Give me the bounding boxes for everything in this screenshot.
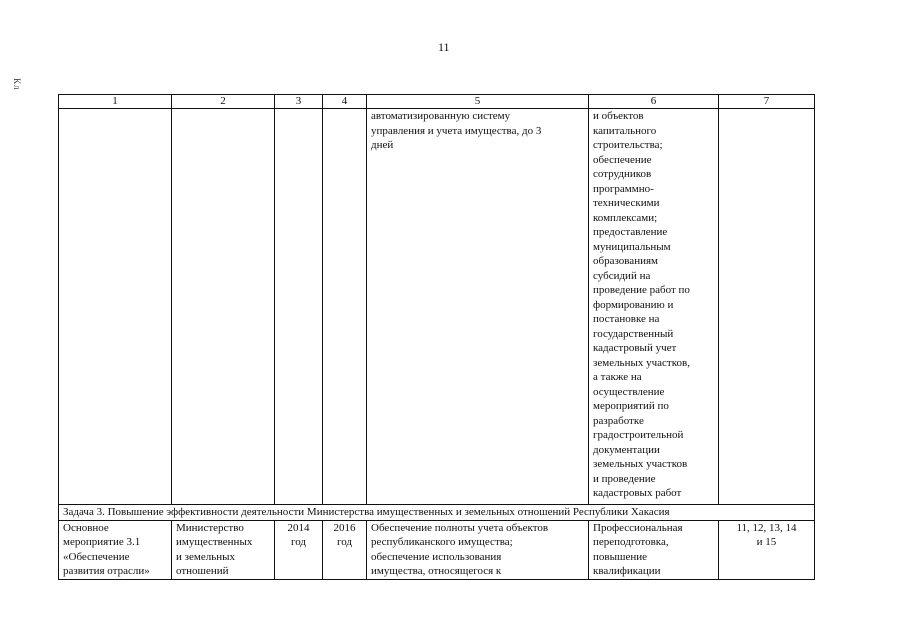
row3-col2-cell (172, 520, 275, 579)
row1-col2-cell (172, 109, 275, 505)
cell-text-line: и объектов (593, 110, 644, 122)
cell-text-line: Основное (63, 521, 109, 534)
cell-text-line: государственный (593, 327, 674, 340)
cell-text-line: комплексами; (593, 211, 658, 224)
cell-text-line: год (336, 536, 353, 548)
cell-text-line: «Обеспечение (63, 550, 130, 563)
cell-text-line: сотрудников (593, 168, 652, 180)
cell-text-line: управления и учета имущества, до 3 (371, 124, 542, 137)
cell-text-line: капитального (593, 124, 657, 137)
cell-text-line: дней (371, 139, 394, 151)
cell-text-line: предоставление (593, 226, 668, 238)
cell-text-line: обеспечение (593, 153, 652, 166)
header-cell: 7 (719, 95, 815, 109)
cell-text-line: постановке на (593, 313, 660, 325)
cell-text-line: муниципальным (593, 240, 671, 253)
row3-col3-cell (275, 520, 323, 579)
table-row (59, 109, 815, 505)
cell-text-line: и земельных (176, 550, 235, 563)
row1-col1-cell (59, 109, 172, 505)
cell-text-line: 2016 (333, 521, 356, 534)
cell-text-line: мероприятий по (593, 400, 669, 412)
row3-col7-cell (719, 520, 815, 579)
cell-text-line: переподготовка, (593, 536, 669, 548)
cell-text-line: повышение (593, 550, 647, 563)
cell-text-line: отношений (176, 565, 229, 577)
row3-col6-cell (589, 520, 719, 579)
cell-text-line: квалификации (593, 565, 661, 577)
cell-text-line: имущественных (176, 536, 253, 548)
table-row (59, 520, 815, 579)
side-margin-mark: Кл (12, 78, 22, 91)
row1-col3-cell (275, 109, 323, 505)
header-cell: 4 (323, 95, 367, 109)
row3-col5-cell (367, 520, 589, 579)
row3-col4-cell (323, 520, 367, 579)
cell-text-line: и 15 (756, 536, 777, 548)
cell-text-line: образованиям (593, 255, 658, 267)
cell-text-line: проведение работ по (593, 284, 690, 296)
cell-text-line: Министерство (176, 521, 244, 534)
header-cell: 3 (275, 95, 323, 109)
program-table (58, 94, 815, 580)
cell-text-line: субсидий на (593, 269, 651, 282)
header-cell: 2 (172, 95, 275, 109)
header-cell: 1 (59, 95, 172, 109)
cell-text-line: земельных участков (593, 458, 688, 470)
cell-text-line: 11, 12, 13, 14 (736, 521, 797, 534)
cell-text-line: строительства; (593, 139, 663, 151)
cell-text-line: развития отрасли» (63, 565, 150, 577)
task-3-heading: Задача 3. Повышение эффективности деятельности Министерства имущественных и земельных отношений Республики Хакасия (59, 505, 815, 521)
task-row (59, 505, 815, 521)
cell-text-line: имущества, относящегося к (371, 565, 502, 577)
cell-text-line: документации (593, 443, 660, 456)
cell-text-line: и проведение (593, 472, 656, 485)
row1-col7-cell (719, 109, 815, 505)
header-cell: 5 (367, 95, 589, 109)
cell-text-line: кадастровых работ (593, 487, 682, 499)
cell-text-line: формированию и (593, 298, 674, 311)
cell-text-line: республиканского имущества; (371, 536, 513, 548)
cell-text-line: год (290, 536, 307, 548)
row3-col1-cell (59, 520, 172, 579)
cell-text-line: автоматизированную систему (371, 110, 511, 122)
cell-text-line: земельных участков, (593, 356, 690, 369)
cell-text-line: программно- (593, 182, 654, 195)
table-header-row (59, 95, 815, 109)
row1-col4-cell (323, 109, 367, 505)
cell-text-line: разработке (593, 414, 644, 427)
cell-text-line: Обеспечение полноты учета объектов (371, 521, 549, 534)
row1-col6-cell (589, 109, 719, 505)
cell-text-line: мероприятие 3.1 (63, 536, 141, 548)
cell-text-line: 2014 (287, 521, 310, 534)
cell-text-line: осуществление (593, 385, 665, 398)
cell-text-line: техническими (593, 197, 660, 209)
page-number: 11 (438, 40, 450, 54)
row1-col5-cell (367, 109, 589, 505)
cell-text-line: Профессиональная (593, 521, 683, 534)
cell-text-line: а также на (593, 371, 642, 383)
header-cell: 6 (589, 95, 719, 109)
cell-text-line: обеспечение использования (371, 550, 502, 563)
cell-text-line: кадастровый учет (593, 342, 677, 354)
cell-text-line: градостроительной (593, 429, 684, 441)
